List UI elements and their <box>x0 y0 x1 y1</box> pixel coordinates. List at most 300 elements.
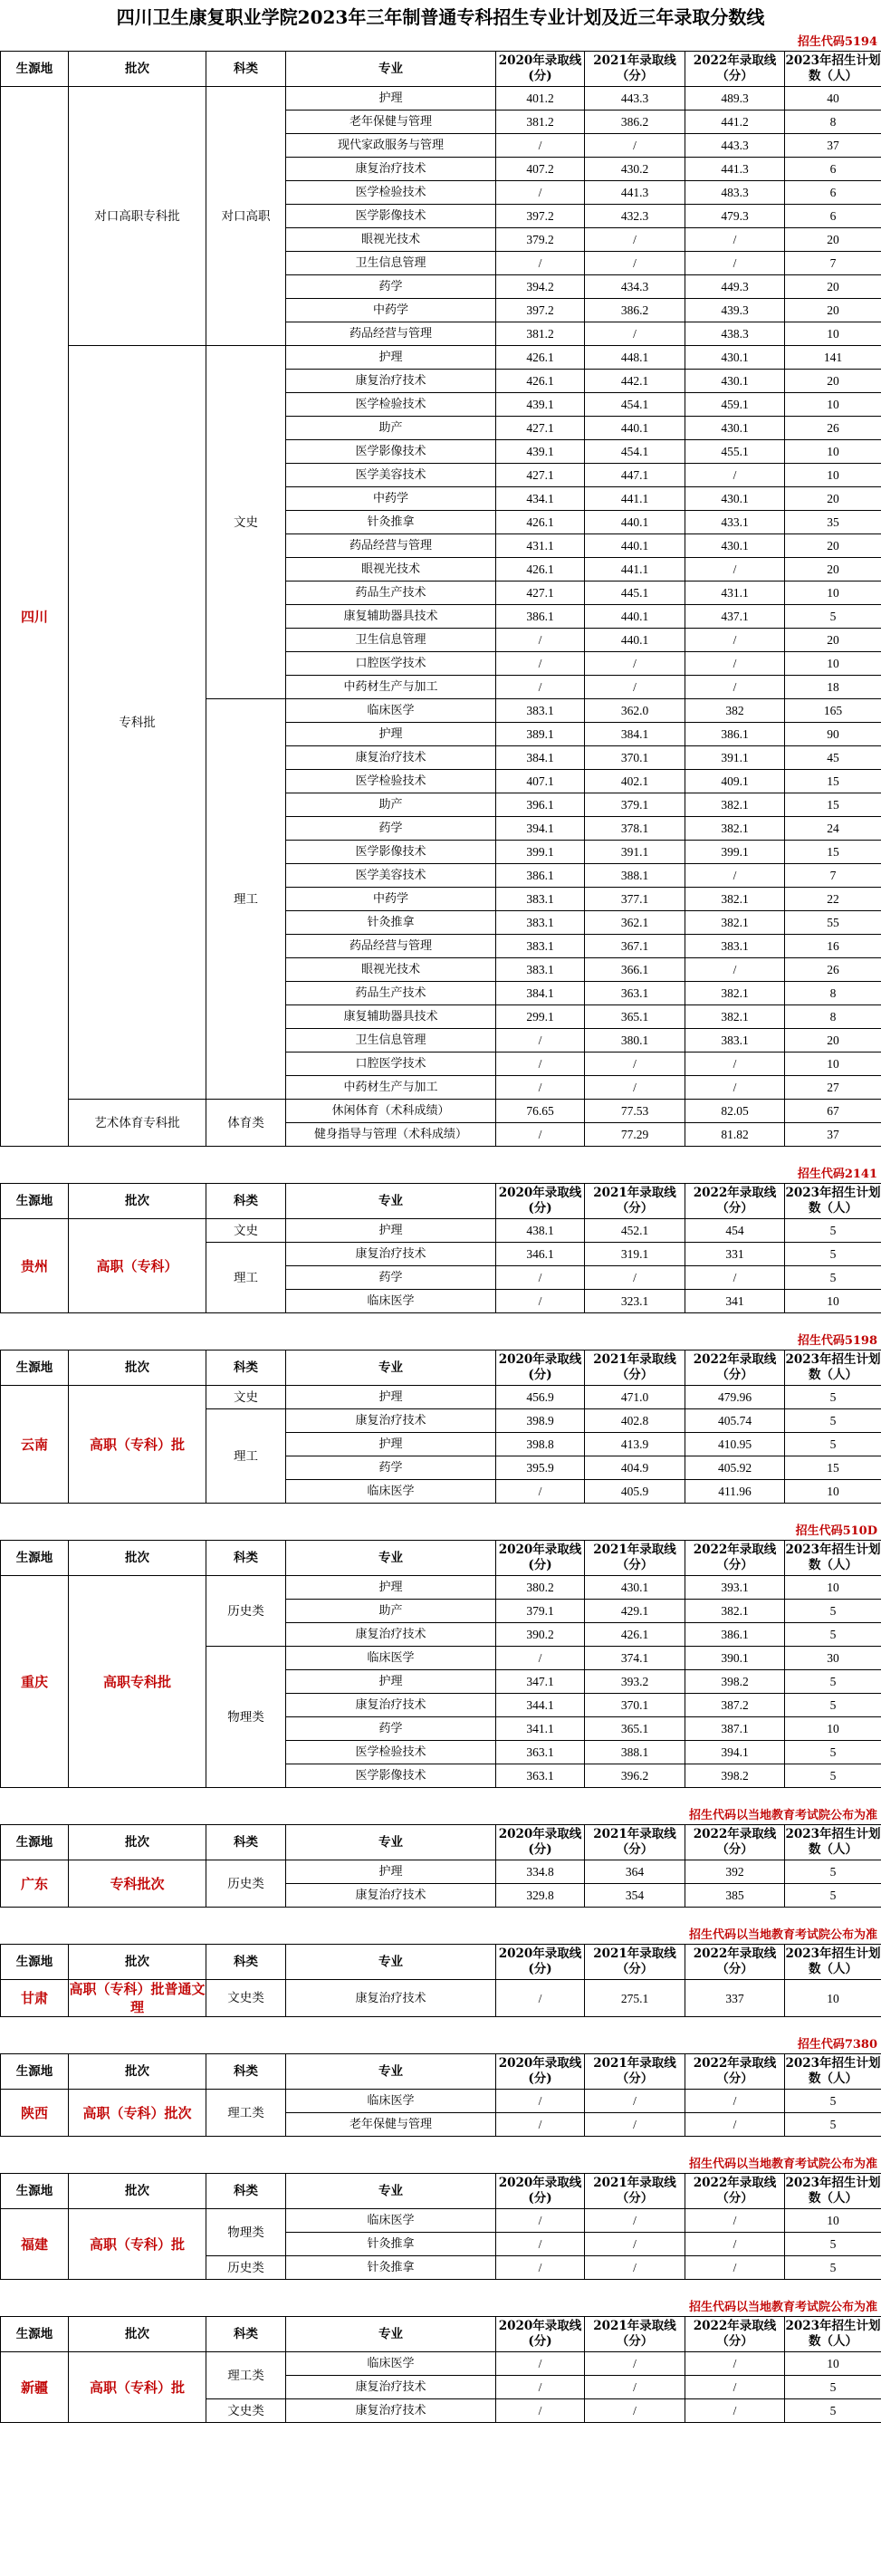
major-cell: 助产 <box>286 417 496 440</box>
score-2021-cell: 402.1 <box>585 770 685 793</box>
header-row <box>1 2174 881 2209</box>
batch-cell: 高职（专科）批普通文理 <box>69 1981 206 2015</box>
major-cell: 康复治疗技术 <box>286 158 496 181</box>
header-y2021: 2021年录取线（分） <box>585 2174 685 2209</box>
category-cell: 文史类 <box>206 1980 286 2017</box>
major-cell: 药学 <box>286 275 496 299</box>
header-major: 专业 <box>286 1945 496 1980</box>
score-2020-cell: 399.1 <box>496 841 585 864</box>
score-2021-cell: 452.1 <box>585 1219 685 1243</box>
header-y2021: 2021年录取线（分） <box>585 1945 685 1980</box>
score-2021-cell: 426.1 <box>585 1623 685 1647</box>
category-cell: 理工类 <box>206 2090 286 2137</box>
score-2021-cell: 388.1 <box>585 864 685 888</box>
header-y2022: 2022年录取线（分） <box>685 2054 785 2090</box>
major-cell: 眼视光技术 <box>286 228 496 252</box>
plan-2023-cell: 45 <box>785 746 881 770</box>
major-cell: 中药材生产与加工 <box>286 1076 496 1100</box>
major-cell: 康复治疗技术 <box>286 370 496 393</box>
score-2022-cell: / <box>685 228 785 252</box>
plan-2023-cell: 8 <box>785 111 881 134</box>
batch-cell: 专科批次 <box>69 1860 206 1908</box>
plan-2023-cell: 20 <box>785 534 881 558</box>
major-cell: 康复辅助器具技术 <box>286 605 496 629</box>
header-plan: 2023年招生计划数（人） <box>785 2054 881 2090</box>
plan-2023-cell: 5 <box>785 1219 881 1243</box>
score-2021-cell: / <box>585 2233 685 2256</box>
plan-2023-cell: 24 <box>785 817 881 841</box>
score-table-0 <box>0 51 881 1147</box>
major-cell: 临床医学 <box>286 2209 496 2233</box>
plan-2023-cell: 8 <box>785 982 881 1005</box>
enrollment-code: 招生代码以当地教育考试院公布为准 <box>688 1928 877 1942</box>
score-2021-cell: / <box>585 2352 685 2376</box>
category-cell: 理工类 <box>206 2352 286 2399</box>
score-2020-cell: 456.9 <box>496 1386 585 1409</box>
score-table-2 <box>0 1350 881 1504</box>
major-cell: 老年保健与管理 <box>286 2113 496 2137</box>
major-cell: 眼视光技术 <box>286 958 496 982</box>
table-row <box>1 1980 881 2017</box>
score-2021-cell: 319.1 <box>585 1243 685 1266</box>
score-2020-cell: 390.2 <box>496 1623 585 1647</box>
plan-2023-cell: 10 <box>785 1480 881 1504</box>
plan-2023-cell: 10 <box>785 582 881 605</box>
plan-2023-cell: 5 <box>785 1670 881 1694</box>
score-2022-cell: / <box>685 464 785 487</box>
score-2020-cell: 395.9 <box>496 1456 585 1480</box>
major-cell: 医学美容技术 <box>286 464 496 487</box>
section-gap <box>0 1908 881 1927</box>
header-major: 专业 <box>286 2174 496 2209</box>
header-y2022: 2022年录取线（分） <box>685 1350 785 1386</box>
score-2020-cell: / <box>496 1029 585 1053</box>
score-2022-cell: 438.3 <box>685 322 785 346</box>
major-cell: 康复治疗技术 <box>286 1409 496 1433</box>
score-2020-cell: / <box>496 2376 585 2399</box>
score-2021-cell: 77.53 <box>585 1100 685 1123</box>
score-2021-cell: 405.9 <box>585 1480 685 1504</box>
category-cell: 文史 <box>206 346 286 699</box>
header-major: 专业 <box>286 1184 496 1219</box>
score-2022-cell: 81.82 <box>685 1123 785 1147</box>
score-2020-cell: 76.65 <box>496 1100 585 1123</box>
score-2022-cell: 398.2 <box>685 1764 785 1788</box>
score-2020-cell: 347.1 <box>496 1670 585 1694</box>
score-2020-cell: 380.2 <box>496 1576 585 1600</box>
plan-2023-cell: 5 <box>785 2233 881 2256</box>
score-2020-cell: 426.1 <box>496 346 585 370</box>
plan-2023-cell: 10 <box>785 2209 881 2233</box>
score-2021-cell: 471.0 <box>585 1386 685 1409</box>
score-2022-cell: 489.3 <box>685 87 785 111</box>
score-2020-cell: 363.1 <box>496 1741 585 1764</box>
score-2021-cell: 386.2 <box>585 299 685 322</box>
major-cell: 临床医学 <box>286 699 496 723</box>
plan-2023-cell: 22 <box>785 888 881 911</box>
plan-2023-cell: 27 <box>785 1076 881 1100</box>
score-2022-cell: / <box>685 676 785 699</box>
score-2021-cell: 429.1 <box>585 1600 685 1623</box>
score-2022-cell: / <box>685 1266 785 1290</box>
score-2021-cell: 440.1 <box>585 605 685 629</box>
plan-2023-cell: 10 <box>785 1576 881 1600</box>
score-2022-cell: 331 <box>685 1243 785 1266</box>
header-y2020: 2020年录取线(分) <box>496 1184 585 1219</box>
score-2022-cell: / <box>685 2113 785 2137</box>
score-2022-cell: 382.1 <box>685 1005 785 1029</box>
major-cell: 针灸推拿 <box>286 2233 496 2256</box>
score-2022-cell: / <box>685 958 785 982</box>
province-cell: 贵州 <box>1 1219 69 1313</box>
batch-cell: 对口高职专科批 <box>69 87 206 346</box>
score-2020-cell: 401.2 <box>496 87 585 111</box>
score-2021-cell: 402.8 <box>585 1409 685 1433</box>
plan-2023-cell: 5 <box>785 1409 881 1433</box>
plan-2023-cell: 10 <box>785 2352 881 2376</box>
score-2020-cell: 299.1 <box>496 1005 585 1029</box>
score-2020-cell: 384.1 <box>496 746 585 770</box>
score-2021-cell: 454.1 <box>585 393 685 417</box>
batch-cell: 艺术体育专科批 <box>69 1100 206 1147</box>
plan-2023-cell: 67 <box>785 1100 881 1123</box>
major-cell: 临床医学 <box>286 2352 496 2376</box>
major-cell: 临床医学 <box>286 1290 496 1313</box>
plan-2023-cell: 5 <box>785 2113 881 2137</box>
score-2020-cell: 439.1 <box>496 440 585 464</box>
score-2021-cell: 275.1 <box>585 1980 685 2017</box>
score-2020-cell: 383.1 <box>496 958 585 982</box>
table-row <box>1 2352 881 2376</box>
score-table-8 <box>0 2316 881 2423</box>
major-cell: 医学检验技术 <box>286 770 496 793</box>
major-cell: 康复治疗技术 <box>286 746 496 770</box>
score-2020-cell: 341.1 <box>496 1717 585 1741</box>
score-2020-cell: 427.1 <box>496 417 585 440</box>
header-category: 科类 <box>206 2054 286 2090</box>
header-plan: 2023年招生计划数（人） <box>785 2174 881 2209</box>
header-batch: 批次 <box>69 2174 206 2209</box>
score-2022-cell: 390.1 <box>685 1647 785 1670</box>
enrollment-code: 招生代码以当地教育考试院公布为准 <box>688 2301 877 2314</box>
major-cell: 口腔医学技术 <box>286 652 496 676</box>
score-2020-cell: 381.2 <box>496 111 585 134</box>
category-cell: 物理类 <box>206 1647 286 1788</box>
score-2021-cell: 434.3 <box>585 275 685 299</box>
batch-cell: 高职专科批 <box>69 1576 206 1788</box>
score-2021-cell: 441.1 <box>585 487 685 511</box>
score-2021-cell: 448.1 <box>585 346 685 370</box>
major-cell: 健身指导与管理（术科成绩） <box>286 1123 496 1147</box>
score-2020-cell: / <box>496 1980 585 2017</box>
score-2020-cell: / <box>496 1053 585 1076</box>
category-cell: 历史类 <box>206 1576 286 1647</box>
header-category: 科类 <box>206 2317 286 2352</box>
header-y2020: 2020年录取线(分) <box>496 1825 585 1860</box>
major-cell: 针灸推拿 <box>286 911 496 935</box>
score-2021-cell: 432.3 <box>585 205 685 228</box>
plan-2023-cell: 90 <box>785 723 881 746</box>
header-province: 生源地 <box>1 52 69 87</box>
score-2021-cell: 447.1 <box>585 464 685 487</box>
header-y2022: 2022年录取线（分） <box>685 2174 785 2209</box>
header-y2021: 2021年录取线（分） <box>585 1350 685 1386</box>
score-table-4 <box>0 1824 881 1908</box>
header-row <box>1 1825 881 1860</box>
score-2021-cell: 380.1 <box>585 1029 685 1053</box>
score-table-5 <box>0 1944 881 2017</box>
score-2021-cell: 379.1 <box>585 793 685 817</box>
major-cell: 护理 <box>286 1386 496 1409</box>
table-row <box>1 2090 881 2113</box>
section-gap <box>0 1504 881 1523</box>
score-2021-cell: / <box>585 1076 685 1100</box>
score-2020-cell: / <box>496 1076 585 1100</box>
plan-2023-cell: 15 <box>785 1456 881 1480</box>
score-2022-cell: 382.1 <box>685 1600 785 1623</box>
category-cell: 文史类 <box>206 2399 286 2423</box>
major-cell: 眼视光技术 <box>286 558 496 582</box>
score-2021-cell: 430.1 <box>585 1576 685 1600</box>
score-2020-cell: 426.1 <box>496 511 585 534</box>
plan-2023-cell: 20 <box>785 558 881 582</box>
score-2021-cell: 370.1 <box>585 1694 685 1717</box>
batch-cell: 高职（专科）批 <box>69 2352 206 2423</box>
plan-2023-cell: 10 <box>785 440 881 464</box>
score-2022-cell: 441.2 <box>685 111 785 134</box>
header-category: 科类 <box>206 1825 286 1860</box>
header-row <box>1 1184 881 1219</box>
plan-2023-cell: 20 <box>785 1029 881 1053</box>
header-batch: 批次 <box>69 1541 206 1576</box>
enrollment-code: 招生代码2141 <box>797 1168 877 1181</box>
score-2021-cell: 386.2 <box>585 111 685 134</box>
section-gap <box>0 1313 881 1333</box>
header-province: 生源地 <box>1 2317 69 2352</box>
header-plan: 2023年招生计划数（人） <box>785 1184 881 1219</box>
plan-2023-cell: 5 <box>785 1386 881 1409</box>
major-cell: 护理 <box>286 87 496 111</box>
table-row <box>1 1576 881 1600</box>
score-2021-cell: 441.3 <box>585 181 685 205</box>
plan-2023-cell: 10 <box>785 1980 881 2017</box>
major-cell: 康复辅助器具技术 <box>286 1005 496 1029</box>
major-cell: 中药学 <box>286 487 496 511</box>
score-2021-cell: 440.1 <box>585 534 685 558</box>
section-gap <box>0 1147 881 1167</box>
score-2022-cell: 382.1 <box>685 888 785 911</box>
header-row <box>1 1350 881 1386</box>
major-cell: 护理 <box>286 346 496 370</box>
plan-2023-cell: 40 <box>785 87 881 111</box>
score-2022-cell: 437.1 <box>685 605 785 629</box>
plan-2023-cell: 55 <box>785 911 881 935</box>
header-batch: 批次 <box>69 52 206 87</box>
header-y2022: 2022年录取线（分） <box>685 1184 785 1219</box>
score-2021-cell: / <box>585 652 685 676</box>
score-2021-cell: 440.1 <box>585 417 685 440</box>
score-2020-cell: 407.1 <box>496 770 585 793</box>
score-2022-cell: / <box>685 252 785 275</box>
score-2022-cell: 382.1 <box>685 911 785 935</box>
major-cell: 医学检验技术 <box>286 181 496 205</box>
header-y2020: 2020年录取线(分) <box>496 52 585 87</box>
plan-2023-cell: 15 <box>785 793 881 817</box>
score-2022-cell: 387.2 <box>685 1694 785 1717</box>
table-row <box>1 1386 881 1409</box>
score-2020-cell: / <box>496 2209 585 2233</box>
category-cell: 理工 <box>206 699 286 1100</box>
score-2022-cell: 394.1 <box>685 1741 785 1764</box>
score-2021-cell: 430.2 <box>585 158 685 181</box>
score-2020-cell: 334.8 <box>496 1860 585 1884</box>
score-2021-cell: 367.1 <box>585 935 685 958</box>
score-2022-cell: / <box>685 2090 785 2113</box>
enrollment-code: 招生代码5194 <box>797 35 877 49</box>
score-2022-cell: 409.1 <box>685 770 785 793</box>
plan-2023-cell: 7 <box>785 864 881 888</box>
section-gap <box>0 2280 881 2300</box>
score-2021-cell: / <box>585 2256 685 2280</box>
header-province: 生源地 <box>1 1350 69 1386</box>
major-cell: 药品生产技术 <box>286 582 496 605</box>
major-cell: 护理 <box>286 1219 496 1243</box>
score-2022-cell: / <box>685 2209 785 2233</box>
score-2020-cell: 426.1 <box>496 558 585 582</box>
major-cell: 护理 <box>286 1860 496 1884</box>
header-major: 专业 <box>286 1541 496 1576</box>
plan-2023-cell: 5 <box>785 1860 881 1884</box>
major-cell: 护理 <box>286 1670 496 1694</box>
score-2022-cell: 454 <box>685 1219 785 1243</box>
header-province: 生源地 <box>1 1541 69 1576</box>
header-y2020: 2020年录取线(分) <box>496 2317 585 2352</box>
header-major: 专业 <box>286 1825 496 1860</box>
header-y2020: 2020年录取线(分) <box>496 2174 585 2209</box>
category-cell: 文史 <box>206 1219 286 1243</box>
major-cell: 医学检验技术 <box>286 1741 496 1764</box>
major-cell: 口腔医学技术 <box>286 1053 496 1076</box>
score-2022-cell: 430.1 <box>685 487 785 511</box>
table-row <box>1 2209 881 2233</box>
score-table-7 <box>0 2173 881 2280</box>
batch-cell: 高职（专科）批 <box>69 1386 206 1504</box>
plan-2023-cell: 15 <box>785 841 881 864</box>
header-category: 科类 <box>206 1541 286 1576</box>
major-cell: 中药学 <box>286 299 496 322</box>
score-2022-cell: / <box>685 1076 785 1100</box>
score-2021-cell: 364 <box>585 1860 685 1884</box>
score-2020-cell: 407.2 <box>496 158 585 181</box>
page-title: 四川卫生康复职业学院2023年三年制普通专科招生专业计划及近三年录取分数线 <box>116 6 765 28</box>
plan-2023-cell: 8 <box>785 1005 881 1029</box>
header-major: 专业 <box>286 52 496 87</box>
major-cell: 临床医学 <box>286 2090 496 2113</box>
score-2020-cell: / <box>496 2233 585 2256</box>
plan-2023-cell: 37 <box>785 1123 881 1147</box>
score-2021-cell: / <box>585 2090 685 2113</box>
score-2021-cell: 365.1 <box>585 1005 685 1029</box>
major-cell: 老年保健与管理 <box>286 111 496 134</box>
plan-2023-cell: 5 <box>785 1243 881 1266</box>
score-2022-cell: / <box>685 2376 785 2399</box>
plan-2023-cell: 5 <box>785 1266 881 1290</box>
score-2022-cell: / <box>685 558 785 582</box>
score-2022-cell: / <box>685 652 785 676</box>
score-2020-cell: 434.1 <box>496 487 585 511</box>
header-row <box>1 2054 881 2090</box>
plan-2023-cell: 10 <box>785 464 881 487</box>
major-cell: 康复治疗技术 <box>286 1884 496 1908</box>
header-plan: 2023年招生计划数（人） <box>785 52 881 87</box>
major-cell: 临床医学 <box>286 1647 496 1670</box>
score-2020-cell: 386.1 <box>496 605 585 629</box>
score-2022-cell: / <box>685 2233 785 2256</box>
score-2021-cell: 404.9 <box>585 1456 685 1480</box>
plan-2023-cell: 10 <box>785 1053 881 1076</box>
plan-2023-cell: 16 <box>785 935 881 958</box>
category-cell: 理工 <box>206 1243 286 1313</box>
score-2020-cell: / <box>496 181 585 205</box>
score-2022-cell: 443.3 <box>685 134 785 158</box>
category-cell: 历史类 <box>206 2256 286 2280</box>
plan-2023-cell: 5 <box>785 1433 881 1456</box>
score-2020-cell: / <box>496 252 585 275</box>
score-2021-cell: 440.1 <box>585 629 685 652</box>
category-cell: 文史 <box>206 1386 286 1409</box>
plan-2023-cell: 15 <box>785 770 881 793</box>
score-2022-cell: 430.1 <box>685 534 785 558</box>
score-2022-cell: 399.1 <box>685 841 785 864</box>
score-2021-cell: 362.1 <box>585 911 685 935</box>
score-2022-cell: 382.1 <box>685 793 785 817</box>
score-2020-cell: 396.1 <box>496 793 585 817</box>
score-2020-cell: 431.1 <box>496 534 585 558</box>
score-2022-cell: 430.1 <box>685 346 785 370</box>
header-row <box>1 1541 881 1576</box>
major-cell: 康复治疗技术 <box>286 1980 496 2017</box>
province-cell: 云南 <box>1 1386 69 1504</box>
section-gap <box>0 2017 881 2037</box>
header-province: 生源地 <box>1 1825 69 1860</box>
major-cell: 药品经营与管理 <box>286 322 496 346</box>
header-y2022: 2022年录取线（分） <box>685 1945 785 1980</box>
major-cell: 临床医学 <box>286 1480 496 1504</box>
score-2021-cell: 77.29 <box>585 1123 685 1147</box>
score-2020-cell: 329.8 <box>496 1884 585 1908</box>
plan-2023-cell: 5 <box>785 1623 881 1647</box>
header-y2022: 2022年录取线（分） <box>685 52 785 87</box>
plan-2023-cell: 5 <box>785 1600 881 1623</box>
score-2021-cell: 454.1 <box>585 440 685 464</box>
score-2022-cell: 337 <box>685 1980 785 2017</box>
score-table-1 <box>0 1183 881 1313</box>
score-2020-cell: 383.1 <box>496 935 585 958</box>
table-row <box>1 1100 881 1123</box>
major-cell: 药品生产技术 <box>286 982 496 1005</box>
plan-2023-cell: 20 <box>785 370 881 393</box>
score-2020-cell: 389.1 <box>496 723 585 746</box>
score-2022-cell: 459.1 <box>685 393 785 417</box>
score-2022-cell: 387.1 <box>685 1717 785 1741</box>
header-category: 科类 <box>206 52 286 87</box>
score-2021-cell: / <box>585 134 685 158</box>
score-2022-cell: 383.1 <box>685 935 785 958</box>
score-2020-cell: / <box>496 676 585 699</box>
major-cell: 医学检验技术 <box>286 393 496 417</box>
score-2020-cell: 379.2 <box>496 228 585 252</box>
score-2022-cell: 479.96 <box>685 1386 785 1409</box>
